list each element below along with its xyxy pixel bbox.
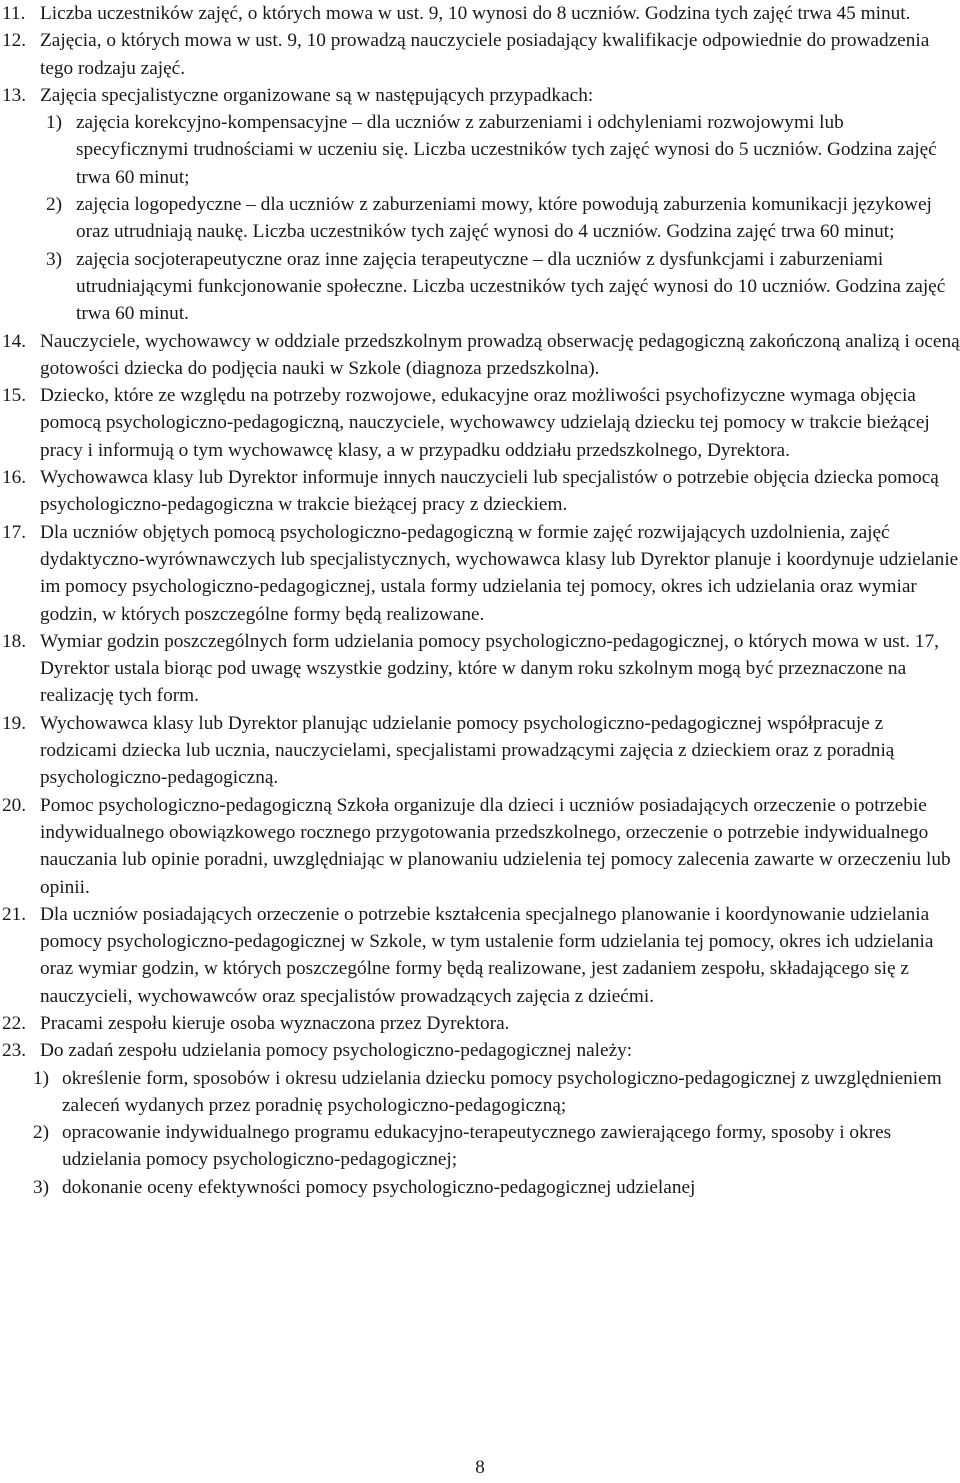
list-item-text: dokonanie oceny efektywności pomocy psychologiczno-pedagogicznej udzielanej <box>62 1176 696 1198</box>
paragraph-17 <box>0 519 960 628</box>
paragraph-16 <box>0 464 960 519</box>
paragraph-number: 20. <box>2 794 27 816</box>
list-item-number: 3) <box>33 1176 50 1198</box>
list-item-text: zajęcia korekcyjno-kompensacyjne – dla uczniów z zaburzeniami i odchyleniami rozwojowymi lub specyficznymi trudnościami w uczeniu się. Liczba uczestników tych zajęć wynosi do 5 uczniów. Godzina zajęć trwa 60 minut; <box>76 112 937 188</box>
paragraph-text: Wychowawca klasy lub Dyrektor informuje innych nauczycieli lub specjalistów o potrzebie objęcia dziecka pomocą psychologiczno-pedagogiczna w trakcie bieżącej pracy z dzieckiem. <box>40 467 939 516</box>
paragraph-23 <box>0 1037 960 1201</box>
list-item-number: 3) <box>46 248 63 270</box>
paragraph-11 <box>0 0 960 27</box>
paragraph-text: Dziecko, które ze względu na potrzeby rozwojowe, edukacyjne oraz możliwości psychofizyczne wymaga objęcia pomocą psychologiczno-pedagogiczną, nauczyciele, wychowawcy udzielają dziecku tej pomocy w trakcie bieżącej pracy i informują o tym wychowawcę klasy, a w przypadku oddziału przedszkolnego, Dyrektora. <box>40 385 930 461</box>
paragraph-number: 21. <box>2 903 27 925</box>
paragraph-18 <box>0 628 960 710</box>
paragraph-number: 11. <box>2 3 26 24</box>
paragraph-21 <box>0 901 960 1010</box>
paragraph-text: Nauczyciele, wychowawcy w oddziale przedszkolnym prowadzą obserwację pedagogiczną zakończoną analizą i oceną gotowości dziecka do podjęcia nauki w Szkole (diagnoza przedszkolna). <box>40 330 960 379</box>
list-item <box>0 1065 960 1120</box>
paragraph-number: 15. <box>2 385 27 407</box>
list-item <box>0 1119 960 1174</box>
paragraph-text: Dla uczniów posiadających orzeczenie o potrzebie kształcenia specjalnego planowanie i koordynowanie udzielania pomocy psychologiczno-pedagogicznej w Szkole, w tym ustalenie form udzielania tej pomocy, okres ich udzielania oraz wymiar godzin, w których poszczególne formy będą realizowane, jest zadaniem zespołu, składającego się z nauczycieli, wychowawców oraz specjalistów prowadzących zajęcia z dziećmi. <box>40 903 934 1007</box>
paragraph-text: Zajęcia, o których mowa w ust. 9, 10 prowadzą nauczyciele posiadający kwalifikacje odpowiednie do prowadzenia tego rodzaju zajęć. <box>40 30 930 79</box>
list-item-number: 2) <box>33 1122 50 1144</box>
paragraph-text: Zajęcia specjalistyczne organizowane są w następujących przypadkach: <box>40 84 594 106</box>
paragraph-number: 13. <box>2 84 27 106</box>
list-item-text: zajęcia logopedyczne – dla uczniów z zaburzeniami mowy, które powodują zaburzenia komunikacji językowej oraz utrudniają naukę. Liczba uczestników tych zajęć wynosi do 4 uczniów. Godzina zajęć trwa 60 minut; <box>76 194 932 243</box>
paragraph-text: Wychowawca klasy lub Dyrektor planując udzielanie pomocy psychologiczno-pedagogicznej współpracuje z rodzicami dziecka lub ucznia, nauczycielami, specjalistami prowadzącymi zajęcia z dzieckiem oraz z poradnią psychologiczno-pedagogiczną. <box>40 712 895 789</box>
paragraph-14 <box>0 328 960 383</box>
list-item <box>0 109 960 191</box>
paragraph-number: 22. <box>2 1012 27 1034</box>
paragraph-text: Dla uczniów objętych pomocą psychologiczno-pedagogiczną w formie zajęć rozwijających uzdolnienia, zajęć dydaktyczno-wyrównawczych lub specjalistycznych, wychowawca klasy lub Dyrektor planuje i koordynuje udzielanie im pomocy psychologiczno-pedagogicznej, ustala formy udzielania tej pomocy, okres ich udzielania oraz wymiar godzin, w których poszczególne formy będą realizowane. <box>40 521 959 625</box>
paragraph-number: 14. <box>2 330 27 352</box>
list-item <box>0 246 960 328</box>
list-item <box>0 1174 960 1201</box>
paragraph-text: Do zadań zespołu udzielania pomocy psychologiczno-pedagogicznej należy: <box>40 1040 633 1062</box>
list-item <box>0 191 960 246</box>
paragraph-text: Wymiar godzin poszczególnych form udzielania pomocy psychologiczno-pedagogicznej, o których mowa w ust. 17, Dyrektor ustala biorąc pod uwagę wszystkie godziny, które w danym roku szkolnym mogą być przeznaczone na realizację tych form. <box>40 630 939 707</box>
paragraph-20 <box>0 792 960 901</box>
paragraph-12 <box>0 27 960 82</box>
paragraph-19 <box>0 710 960 792</box>
paragraph-text: Liczba uczestników zajęć, o których mowa w ust. 9, 10 wynosi do 8 uczniów. Godzina tych zajęć trwa 45 minut. <box>40 3 911 24</box>
paragraph-number: 16. <box>2 467 27 489</box>
page-number: 8 <box>475 1457 485 1478</box>
list-item-text: opracowanie indywidualnego programu edukacyjno-terapeutycznego zawierającego formy, sposoby i okres udzielania pomocy psychologiczno-pedagogicznej; <box>62 1122 892 1171</box>
paragraph-15 <box>0 382 960 464</box>
paragraph-number: 23. <box>2 1040 27 1062</box>
list-item-number: 1) <box>46 112 63 134</box>
paragraph-number: 19. <box>2 712 27 734</box>
paragraph-number: 17. <box>2 521 27 543</box>
paragraph-number: 18. <box>2 630 27 652</box>
paragraph-13 <box>0 82 960 328</box>
list-item-text: zajęcia socjoterapeutyczne oraz inne zajęcia terapeutyczne – dla uczniów z dysfunkcjami i zaburzeniami utrudniającymi funkcjonowanie społeczne. Liczba uczestników tych zajęć wynosi do 10 uczniów. Godzina zajęć trwa 60 minut. <box>76 248 946 325</box>
paragraph-text: Pomoc psychologiczno-pedagogiczną Szkoła organizuje dla dzieci i uczniów posiadających orzeczenie o potrzebie indywidualnego obowiązkowego rocznego przygotowania przedszkolnego, orzeczenie o potrzebie indywidualnego nauczania lub opinie poradni, uwzględniając w planowaniu udzielenia tej pomocy zalecenia zawarte w orzeczeniu lub opinii. <box>40 794 951 898</box>
paragraph-22 <box>0 1010 960 1037</box>
paragraph-number: 12. <box>2 30 27 52</box>
list-item-text: określenie form, sposobów i okresu udzielania dziecku pomocy psychologiczno-pedagogicznej z uwzględnieniem zaleceń wydanych przez poradnię psychologiczno-pedagogiczną; <box>62 1067 942 1116</box>
list-item-number: 2) <box>46 194 63 216</box>
paragraph-text: Pracami zespołu kieruje osoba wyznaczona przez Dyrektora. <box>40 1012 510 1034</box>
list-item-number: 1) <box>33 1067 50 1089</box>
